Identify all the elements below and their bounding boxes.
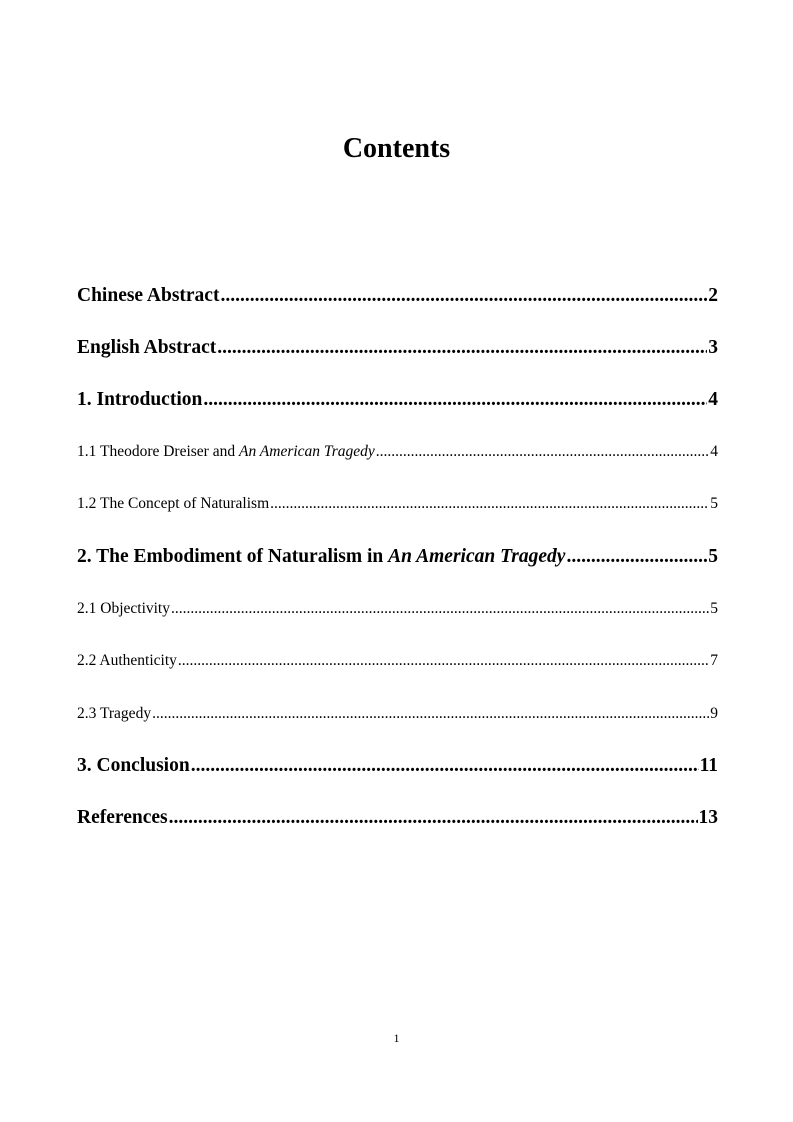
toc-entry-label-prefix: 1.1 Theodore Dreiser and xyxy=(77,443,239,460)
toc-entry-page: 4 xyxy=(708,389,718,410)
toc-dot-leader xyxy=(217,334,707,362)
toc-entry-label: Chinese Abstract xyxy=(77,285,220,306)
toc-entry-label: 2.2 Authenticity xyxy=(77,652,177,669)
toc-dot-leader xyxy=(566,543,707,571)
toc-dot-leader xyxy=(220,282,707,310)
toc-dot-leader xyxy=(169,804,698,832)
toc-entry-tragedy[interactable] xyxy=(77,702,718,726)
toc-entry-conclusion[interactable] xyxy=(77,752,718,780)
toc-entry-label-italic: An American Tragedy xyxy=(238,443,375,460)
footer-page-number: 1 xyxy=(393,1031,400,1045)
toc-entry-label xyxy=(77,543,565,571)
toc-entry-label xyxy=(77,440,375,464)
toc-entry-label: References xyxy=(77,807,168,828)
toc-entry-label: English Abstract xyxy=(77,337,217,358)
toc-entry-label: 3. Conclusion xyxy=(77,755,190,776)
toc-dot-leader xyxy=(178,649,709,673)
toc-entry-label: 2.1 Objectivity xyxy=(77,600,170,617)
toc-entry-references[interactable] xyxy=(77,804,718,832)
toc-entry-page: 4 xyxy=(710,443,718,460)
toc-entry-introduction[interactable] xyxy=(77,386,718,414)
toc-entry-page: 5 xyxy=(710,600,718,617)
toc-entry-label: 1.2 The Concept of Naturalism xyxy=(77,495,270,512)
toc-entry-embodiment[interactable] xyxy=(77,543,718,571)
toc-entry-authenticity[interactable] xyxy=(77,649,718,673)
toc-dot-leader xyxy=(203,386,707,414)
toc-entry-page: 2 xyxy=(708,285,718,306)
toc-entry-label: 2.3 Tragedy xyxy=(77,705,152,722)
toc-entry-page: 5 xyxy=(708,546,718,567)
toc-entry-label: 1. Introduction xyxy=(77,389,203,410)
toc-dot-leader xyxy=(376,440,710,464)
toc-entry-naturalism-concept[interactable] xyxy=(77,492,718,516)
toc-entry-page: 3 xyxy=(708,337,718,358)
toc-entry-label-italic: An American Tragedy xyxy=(388,546,566,567)
toc-entry-page: 9 xyxy=(710,705,718,722)
toc-entry-page: 5 xyxy=(710,495,718,512)
page-title: Contents xyxy=(342,133,451,164)
toc-dot-leader xyxy=(270,492,709,516)
toc-entry-chinese-abstract[interactable] xyxy=(77,282,718,310)
toc-dot-leader xyxy=(171,597,709,621)
toc-entry-label-prefix: 2. The Embodiment of Naturalism in xyxy=(77,546,389,567)
toc-entry-objectivity[interactable] xyxy=(77,597,718,621)
toc-entry-dreiser[interactable] xyxy=(77,440,718,464)
toc-dot-leader xyxy=(152,702,709,726)
toc-entry-page: 7 xyxy=(710,652,718,669)
toc-entry-english-abstract[interactable] xyxy=(77,334,718,362)
toc-entry-page: 11 xyxy=(699,755,718,776)
toc-dot-leader xyxy=(191,752,699,780)
toc-entry-page: 13 xyxy=(698,807,718,828)
